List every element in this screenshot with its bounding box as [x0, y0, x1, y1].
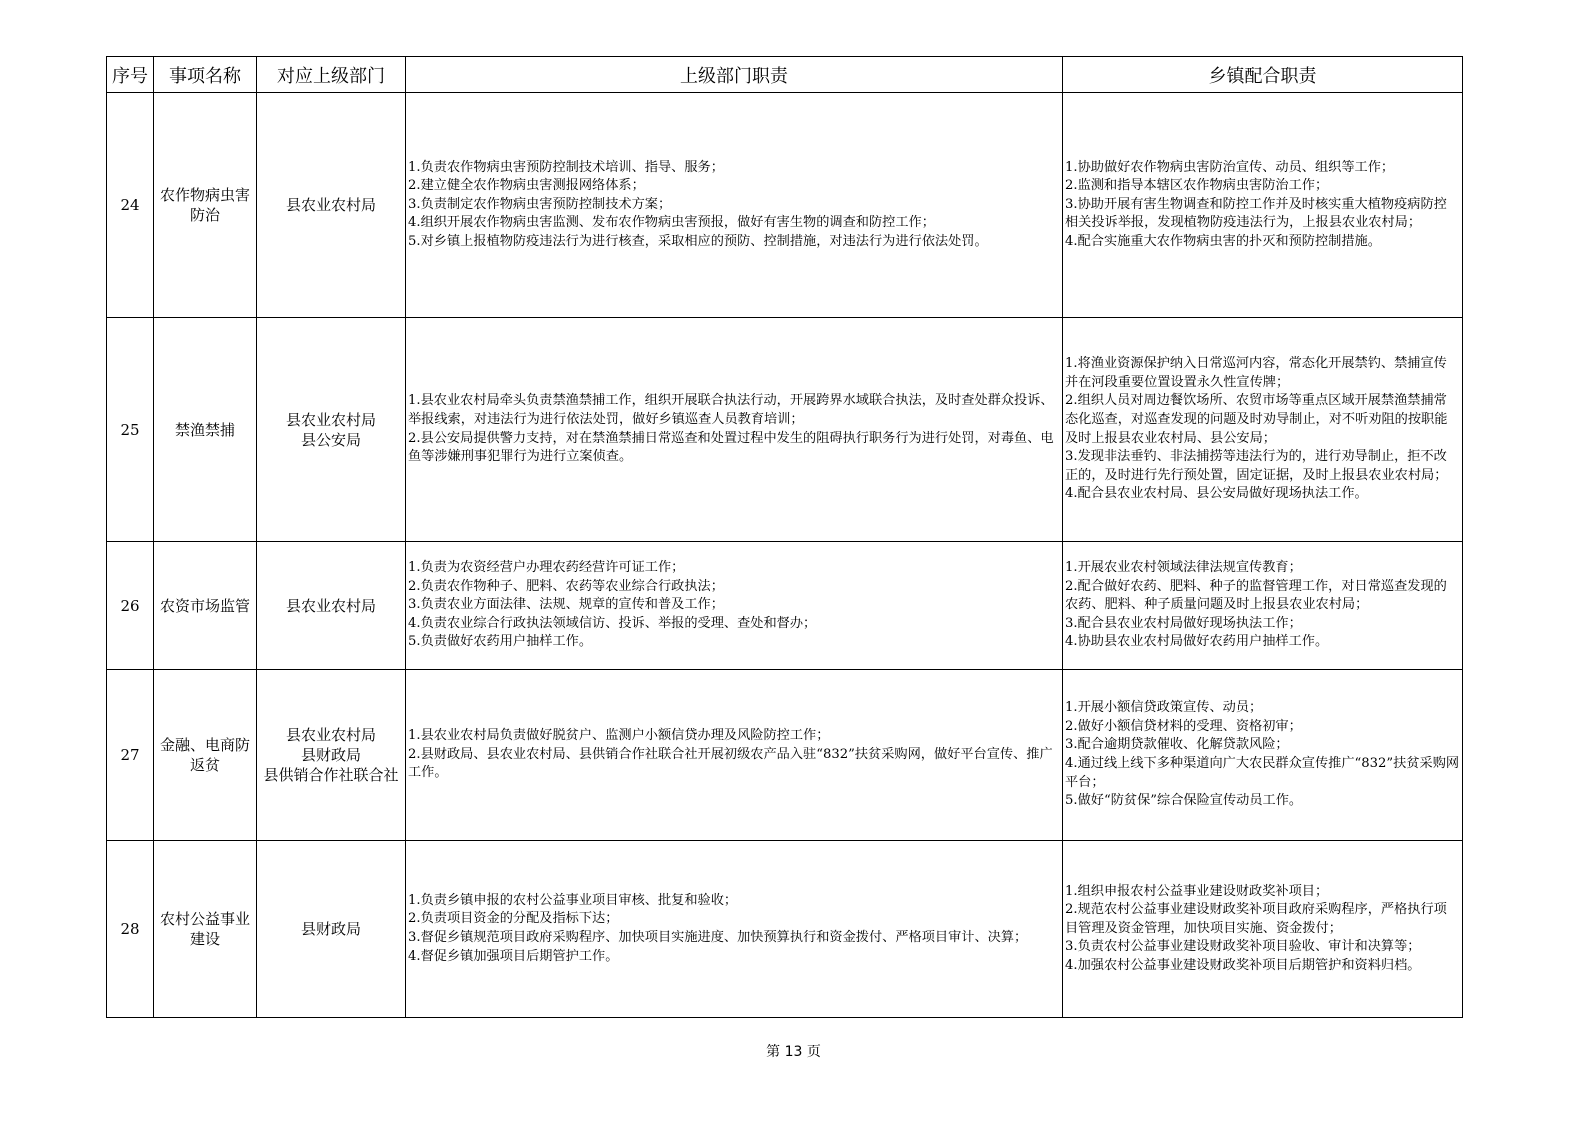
duty-line: 4.通过线上线下多种渠道向广大农民群众宣传推广“832”扶贫采购网平台； — [1065, 756, 1460, 790]
duty-line: 3.发现非法垂钓、非法捕捞等违法行为的，进行劝导制止，拒不改正的，及时进行先行预处置，固定证据，及时上报县农业农村局； — [1065, 449, 1448, 483]
town-duties — [1063, 318, 1463, 542]
duty-line: 2.县公安局提供警力支持，对在禁渔禁捕日常巡查和处置过程中发生的阻碍执行职务行为进行处罚，对毒鱼、电鱼等涉嫌刑事犯罪行为进行立案侦查。 — [408, 430, 1054, 465]
duty-line: 3.督促乡镇规范项目政府采购程序、加快项目实施进度、加快预算执行和资金拨付、严格项目审计、决算； — [408, 930, 1028, 945]
department — [257, 841, 406, 1018]
department — [257, 542, 406, 670]
duty-line: 2.组织人员对周边餐饮场所、农贸市场等重点区域开展禁渔禁捕常态化巡查，对巡查发现的问题及时劝导制止，对不听劝阻的按职能及时上报县农业农村局、县公安局； — [1065, 393, 1448, 446]
duty-line: 4.加强农村公益事业建设财政奖补项目后期管护和资料归档。 — [1065, 957, 1421, 973]
duty-line: 1.负责为农资经营户办理农药经营许可证工作； — [408, 560, 685, 576]
duty-line: 4.配合实施重大农作物病虫害的扑灭和预防控制措施。 — [1065, 233, 1381, 249]
duty-line: 2.负责农作物种子、肥料、农药等农业综合行政执法； — [408, 578, 724, 594]
duty-line: 1.组织申报农村公益事业建设财政奖补项目； — [1065, 883, 1329, 899]
department-line: 县财政局 — [300, 920, 361, 938]
department — [257, 318, 406, 542]
header-upper-duties: 上级部门职责 — [406, 57, 1063, 93]
table-row — [107, 670, 1463, 841]
duty-line: 4.督促乡镇加强项目后期管护工作。 — [408, 948, 619, 964]
page-number: 第 13 页 — [766, 1044, 821, 1060]
duty-line: 1.县农业农村局牵头负责禁渔禁捕工作，组织开展联合执法行动，开展跨界水域联合执法，及时查处群众投诉、举报线索，对违法行为进行依法处罚，做好乡镇巡查人员教育培训； — [408, 393, 1054, 427]
row-number: 27 — [107, 670, 154, 841]
duty-line: 5.做好“防贫保”综合保险宣传动员工作。 — [1065, 793, 1303, 809]
item-name: 农资市场监管 — [154, 542, 257, 670]
duty-line: 1.县农业农村局负责做好脱贫户、监测户小额信贷办理及风险防控工作； — [408, 728, 830, 744]
town-duties — [1063, 841, 1463, 1018]
department-line: 县公安局 — [300, 430, 361, 449]
upper-duties — [406, 542, 1063, 670]
duty-line: 1.协助做好农作物病虫害防治宣传、动员、组织等工作； — [1065, 159, 1395, 175]
department-line: 县农业农村局 — [285, 596, 376, 615]
duty-line: 2.县财政局、县农业农村局、县供销合作社联合社开展初级农产品入驻“832”扶贫采购网，做好平台宣传、推广工作。 — [408, 746, 1053, 781]
row-number: 25 — [107, 318, 154, 542]
duty-line: 4.负责农业综合行政执法领域信访、投诉、举报的受理、查处和督办； — [408, 615, 817, 631]
duty-line: 2.配合做好农药、肥料、种子的监督管理工作，对日常巡查发现的农药、肥料、种子质量问题及时上报县农业农村局； — [1065, 578, 1447, 613]
table-row — [107, 318, 1463, 542]
duty-line: 1.将渔业资源保护纳入日常巡河内容，常态化开展禁钓、禁捕宣传并在河段重要位置设置永久性宣传牌； — [1065, 356, 1447, 390]
header-department: 对应上级部门 — [257, 57, 406, 93]
department-line: 县农业农村局 — [285, 196, 376, 214]
duty-line: 1.开展小额信贷政策宣传、动员； — [1065, 700, 1263, 716]
table-row — [107, 542, 1463, 670]
duty-line: 3.负责农村公益事业建设财政奖补项目验收、审计和决算等； — [1065, 939, 1421, 955]
row-number: 24 — [107, 93, 154, 318]
duty-line: 3.负责制定农作物病虫害预防控制技术方案； — [408, 196, 672, 212]
department — [257, 93, 406, 318]
duty-line: 2.建立健全农作物病虫害测报网络体系； — [408, 178, 645, 194]
duty-table — [106, 56, 1463, 1018]
row-number: 28 — [107, 841, 154, 1018]
town-duties — [1063, 542, 1463, 670]
header-no: 序号 — [107, 57, 154, 93]
town-duties — [1063, 93, 1463, 318]
duty-line: 5.负责做好农药用户抽样工作。 — [408, 634, 593, 650]
department-line: 县农业农村局 — [285, 410, 376, 429]
department-line: 县供销合作社联合社 — [263, 766, 399, 784]
duty-line: 4.组织开展农作物病虫害监测、发布农作物病虫害预报，做好有害生物的调查和防控工作； — [408, 215, 935, 231]
header-town-duties: 乡镇配合职责 — [1063, 57, 1463, 93]
item-name: 金融、电商防返贫 — [154, 670, 257, 841]
table-row — [107, 841, 1463, 1018]
duty-line: 2.做好小额信贷材料的受理、资格初审； — [1065, 718, 1302, 734]
duty-line: 3.负责农业方面法律、法规、规章的宣传和普及工作； — [408, 597, 724, 613]
duty-line: 2.监测和指导本辖区农作物病虫害防治工作； — [1065, 178, 1329, 194]
duty-line: 1.开展农业农村领域法律法规宣传教育； — [1065, 560, 1302, 576]
duty-line: 1.负责农作物病虫害预防控制技术培训、指导、服务； — [408, 159, 724, 175]
duty-line: 2.负责项目资金的分配及指标下达； — [408, 911, 619, 927]
duty-line: 4.配合县农业农村局、县公安局做好现场执法工作。 — [1065, 486, 1368, 502]
upper-duties — [406, 318, 1063, 542]
item-name: 农作物病虫害防治 — [154, 93, 257, 318]
table-row — [107, 93, 1463, 318]
duty-line: 1.负责乡镇申报的农村公益事业项目审核、批复和验收； — [408, 892, 738, 908]
town-duties — [1063, 670, 1463, 841]
upper-duties — [406, 670, 1063, 841]
department-line: 县财政局 — [300, 746, 361, 764]
header-item-name: 事项名称 — [154, 57, 257, 93]
item-name: 农村公益事业建设 — [154, 841, 257, 1018]
upper-duties — [406, 841, 1063, 1018]
department-line: 县农业农村局 — [285, 726, 376, 744]
upper-duties — [406, 93, 1063, 318]
item-name: 禁渔禁捕 — [154, 318, 257, 542]
row-number: 26 — [107, 542, 154, 670]
table-header-row — [107, 57, 1463, 93]
department — [257, 670, 406, 841]
duty-line: 3.协助开展有害生物调查和防控工作并及时核实重大植物疫病防控相关投诉举报，发现植物防疫违法行为，上报县农业农村局； — [1065, 196, 1447, 231]
duty-line: 4.协助县农业农村局做好农药用户抽样工作。 — [1065, 634, 1329, 650]
duty-line: 5.对乡镇上报植物防疫违法行为进行核查，采取相应的预防、控制措施，对违法行为进行依法处罚。 — [408, 233, 988, 249]
duty-line: 3.配合县农业农村局做好现场执法工作； — [1065, 615, 1302, 631]
duty-line: 2.规范农村公益事业建设财政奖补项目政府采购程序，严格执行项目管理及资金管理，加快项目实施、资金拨付； — [1065, 902, 1447, 936]
duty-line: 3.配合逾期贷款催收、化解贷款风险； — [1065, 737, 1289, 753]
